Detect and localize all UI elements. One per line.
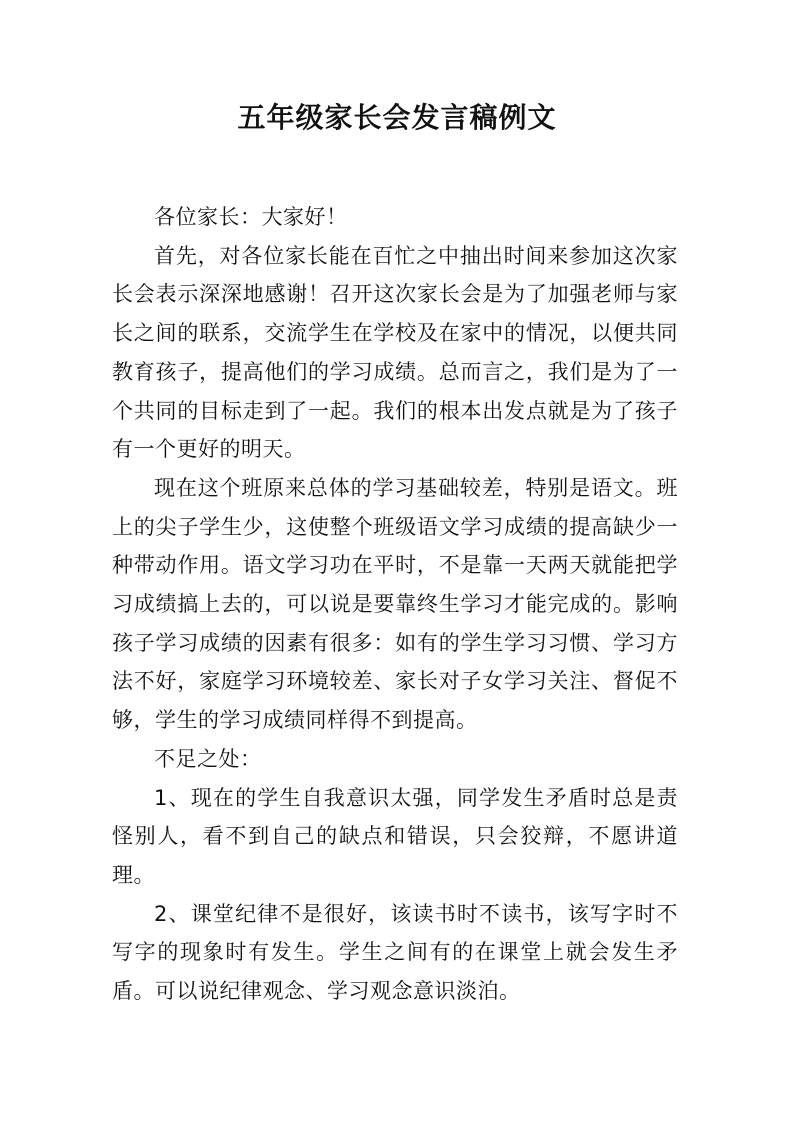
greeting-paragraph: 各位家长：大家好！ — [154, 205, 348, 229]
body-paragraph: 首先，对各位家长能在百忙之中抽出时间来参加这次家长会表示深深地感谢！召开这次家长会是为了加强老师与家长之间的联系，交流学生在学校及在家中的情况，以便共同教育孩子，提高他们的学习成绩。总而言之，我们是为了一个共同的目标走到了一起。我们的根本出发点就是为了孩子有一个更好的明天。 — [112, 243, 678, 462]
list-item: 2、课堂纪律不是很好，该读书时不读书，该写字时不写字的现象时有发生。学生之间有的在课堂上就会发生矛盾。可以说纪律观念、学习观念意识淡泊。 — [112, 901, 678, 1004]
document-body — [112, 198, 678, 1011]
document-title: 五年级家长会发言稿例文 — [237, 101, 557, 134]
body-paragraph: 现在这个班原来总体的学习基础较差，特别是语文。班上的尖子学生少，这使整个班级语文学习成绩的提高缺少一种带动作用。语文学习功在平时，不是靠一天两天就能把学习成绩搞上去的，可以说是要靠终生学习才能完成的。影响孩子学习成绩的因素有很多：如有的学生学习习惯、学习方法不好，家庭学习环境较差、家长对子女学习关注、督促不够，学生的学习成绩同样得不到提高。 — [112, 475, 678, 733]
section-heading: 不足之处： — [154, 746, 262, 771]
list-item: 1、现在的学生自我意识太强，同学发生矛盾时总是责怪别人，看不到自己的缺点和错误，只会狡辩，不愿讲道理。 — [112, 785, 678, 887]
